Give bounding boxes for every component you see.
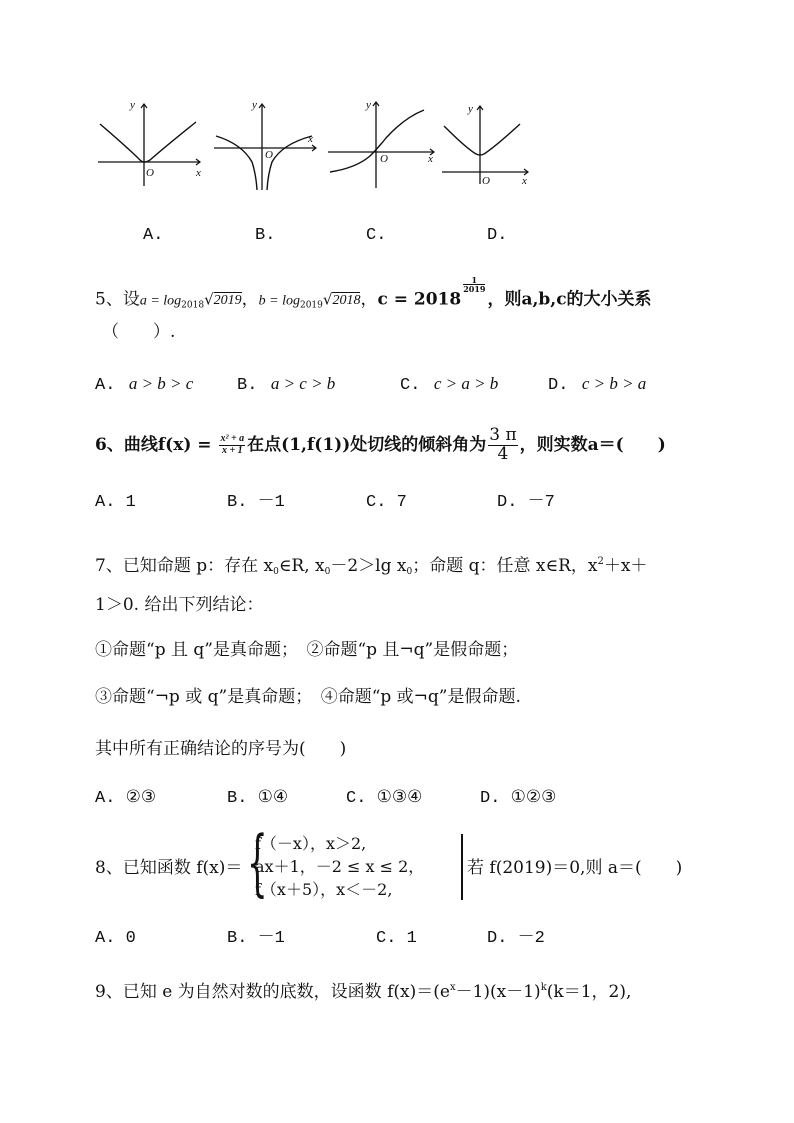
q5-option-b-expr: a > c > b [270,374,336,393]
q7-line-1: 7、已知命题 p：存在 $x_0\in R$, $x_0-2>\lg$ $x_0$；命题 q：任意 x∈R，$x^2+x+$ [95,556,648,577]
graph-b [212,96,322,192]
q6-angle [488,427,517,464]
svg-text:x: x [308,133,313,145]
q6-option-c: C. 7 [366,493,407,512]
q8-case-3: f（x＋5），x＜－2, [255,880,393,899]
svg-text:y: y [468,103,473,115]
q6-angle-den: 4 [497,443,509,464]
q5-options [95,372,193,398]
q7-line-3: ①命题“p 且 q”是真命题； ②命题“p 且¬q”是假命题； [95,640,519,660]
svg-text:y: y [130,99,135,111]
q5-a-base: 2018 [181,300,205,311]
q8-prefix: 8、已知函数 f(x)＝ [95,858,243,878]
svg-text:O: O [380,153,388,165]
q5-option-c-expr: c > a > b [433,374,499,393]
q8-option-d: D. －2 [487,929,545,948]
graph-d [440,100,532,188]
q5-option-a-expr: a > b > c [128,374,194,393]
q7-option-d: D. ①②③ [480,789,557,808]
q7-option-b: B. ①④ [227,789,289,808]
svg-text:y: y [366,99,371,111]
q6-number: 6、曲线 [95,434,158,455]
svg-text:O: O [265,149,273,161]
q8-right-bar [461,834,463,900]
q5-option-b [237,372,335,398]
q7-line-2: 1＞0. 给出下列结论： [95,595,264,615]
q7-line-5: 其中所有正确结论的序号为( ) [95,739,347,759]
q5-a-arg: 2019 [213,293,242,309]
q8-option-b: B. －1 [227,929,285,948]
q6-fraction [219,434,245,456]
svg-text:O: O [146,167,154,179]
q5-b-arg: 2018 [332,293,361,309]
q6-mid: 在点(1,f(1))处切线的倾斜角为 [247,434,487,455]
q5-option-b-label: B. [237,376,258,395]
q5-number: 5、设 [95,289,140,310]
svg-text:x: x [428,153,433,165]
svg-text:x: x [196,167,201,179]
q6-fx: f(x) = [157,434,218,455]
question-6-stem [95,427,666,464]
q8-tail: 若 f(2019)＝0,则 a＝( ) [467,858,683,878]
q8-case-2: ax＋1，－2 ≤ x ≤ 2， [255,857,425,876]
graph-label-a: A. [143,226,164,245]
q7-option-c: C. ①③④ [346,789,423,808]
q6-option-a: A. 1 [95,493,136,512]
q5-option-d [548,372,646,398]
q5-b-base: 2019 [299,300,323,311]
svg-text:x: x [522,175,527,187]
q6-option-d: D. －7 [497,493,555,512]
graph-a [96,96,206,188]
q6-option-b: B. －1 [227,493,285,512]
q5-option-d-label: D. [548,376,569,395]
graph-c [326,94,438,190]
q5-sep2: ， [360,289,378,310]
q5-option-a-label: A. [95,376,116,395]
graph-label-d: D. [487,226,508,245]
q5-paren: （ ）. [102,322,176,342]
svg-text:O: O [482,175,490,187]
q6-fraction-num: x² + a [220,433,245,445]
q7-option-a: A. ②③ [95,789,157,808]
q6-angle-num: 3 π [489,425,517,445]
q5-a-expr: a = log [139,293,182,309]
q8-option-a: A. 0 [95,929,136,948]
q5-option-d-expr: c > b > a [581,374,647,393]
q5-sep1: ， [241,289,259,310]
question-5-stem: 5、设$a = \log_{2018}√2019$，$b = \log_{2019}√2018$，c = 2018 $\frac{1}{2019}$ ，则a,b,c的大小关系 [95,275,652,311]
q5-b-expr: b = log [258,293,300,309]
graph-label-c: C. [366,226,387,245]
q5-tail: ，则a,b,c的大小关系 [487,289,652,310]
q6-fraction-den: x + 1 [221,444,243,456]
q8-option-c: C. 1 [376,929,417,948]
q9-stem: 9、已知 e 为自然对数的底数，设函数 $f(x)=(e^x-1)(x-1)^k(k=1$，2), [95,982,632,1002]
q8-left-brace: { [247,820,268,904]
q7-line-4: ③命题“¬p 或 q”是真命题； ④命题“p 或¬q”是假命题. [95,687,521,707]
svg-text:y: y [252,99,257,111]
q5-c-expr: c = 2018 [377,289,462,310]
q5-c-exponent: $\frac{1}{2019}$ [463,275,486,295]
q8-case-1: f（－x），x＞2, [255,834,367,853]
q5-option-c-label: C. [400,376,421,395]
q6-tail: ，则实数a＝( ) [519,434,666,455]
q5-option-c [400,372,498,398]
graph-label-b: B. [255,226,276,245]
